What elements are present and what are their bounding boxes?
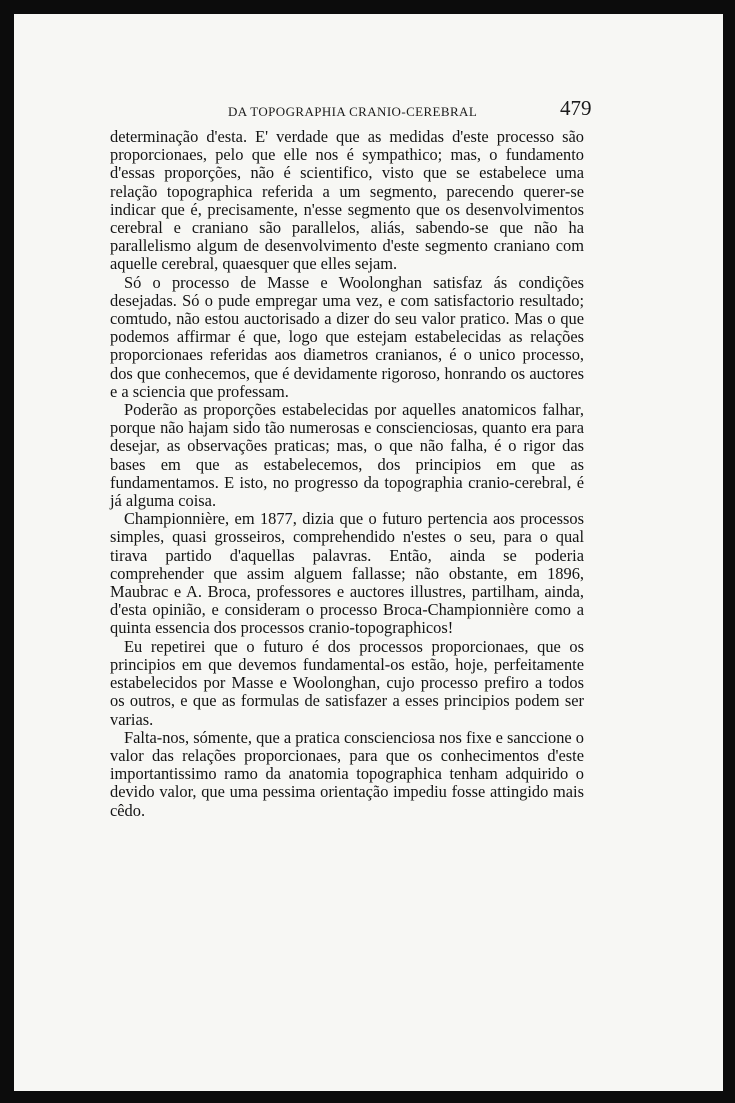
- page-number: 479: [560, 96, 592, 120]
- body-text: [110, 128, 584, 820]
- book-page: [14, 14, 723, 1091]
- paragraph: Championnière, em 1877, dizia que o futuro pertencia aos processos simples, quasi grosseiros, comprehendido n'estes o seu, para o qual tirava partido d'aquellas palavras. Então, ainda se poderia comprehender que assim alguem fallasse; não obstante, em 1896, Maubrac e A. Broca, professores e auctores illustres, partilham, ainda, d'esta opinião, e consideram o processo Broca-Championnière como a quinta essencia dos processos cranio-topographicos!: [110, 509, 584, 638]
- paragraph: Só o processo de Masse e Woolonghan satisfaz ás condições desejadas. Só o pude empregar uma vez, e com satisfactorio resultado; comtudo, não estou auctorisado a dizer do seu valor pratico. Mas o que podemos affirmar é que, logo que estejam estabelecidas as relações proporcionaes referidas aos diametros cranianos, é o unico processo, dos que conhecemos, que é devidamente rigoroso, honrando os auctores e a sciencia que professam.: [110, 272, 584, 401]
- paragraph: Falta-nos, sómente, que a pratica conscienciosa nos fixe e sanccione o valor das relações proporcionaes, para que os conhecimentos d'este importantissimo ramo da anatomia topographica tenham adquirido o devido valor, que uma pessima orientação impediu fosse attingido mais cêdo.: [110, 727, 584, 820]
- page-header: [14, 94, 723, 124]
- paragraph: Poderão as proporções estabelecidas por aquelles anatomicos falhar, porque não hajam sido tão numerosas e conscienciosas, quanto era para desejar, as observações praticas; mas, o que não falha, é o rigor das bases em que as estabelecemos, dos principios em que as fundamentamos. E isto, no progresso da topographia cranio-cerebral, é já alguma coisa.: [110, 400, 584, 511]
- paragraph: Eu repetirei que o futuro é dos processos proporcionaes, que os principios em que devemos fundamental-os estão, hoje, perfeitamente estabelecidos por Masse e Woolonghan, cujo processo prefiro a todos os outros, e que as formulas de satisfazer a esses principios podem ser varias.: [110, 636, 584, 729]
- running-title: DA TOPOGRAPHIA CRANIO-CEREBRAL: [228, 104, 478, 119]
- paragraph-continuation: determinação d'esta. E' verdade que as medidas d'este processo são proporcionaes, pelo que elle nos é sympathico; mas, o fundamento d'essas proporções, não é scientifico, visto que se estabelece uma relação topographica referida a um segmento, parecendo querer-se indicar que é, precisamente, n'esse segmento que os desenvolvimentos cerebral e craniano são parallelos, aliás, sabendo-se que não ha parallelismo algum de desenvolvimento d'este segmento craniano com aquelle cerebral, quaesquer que elles sejam.: [110, 127, 584, 274]
